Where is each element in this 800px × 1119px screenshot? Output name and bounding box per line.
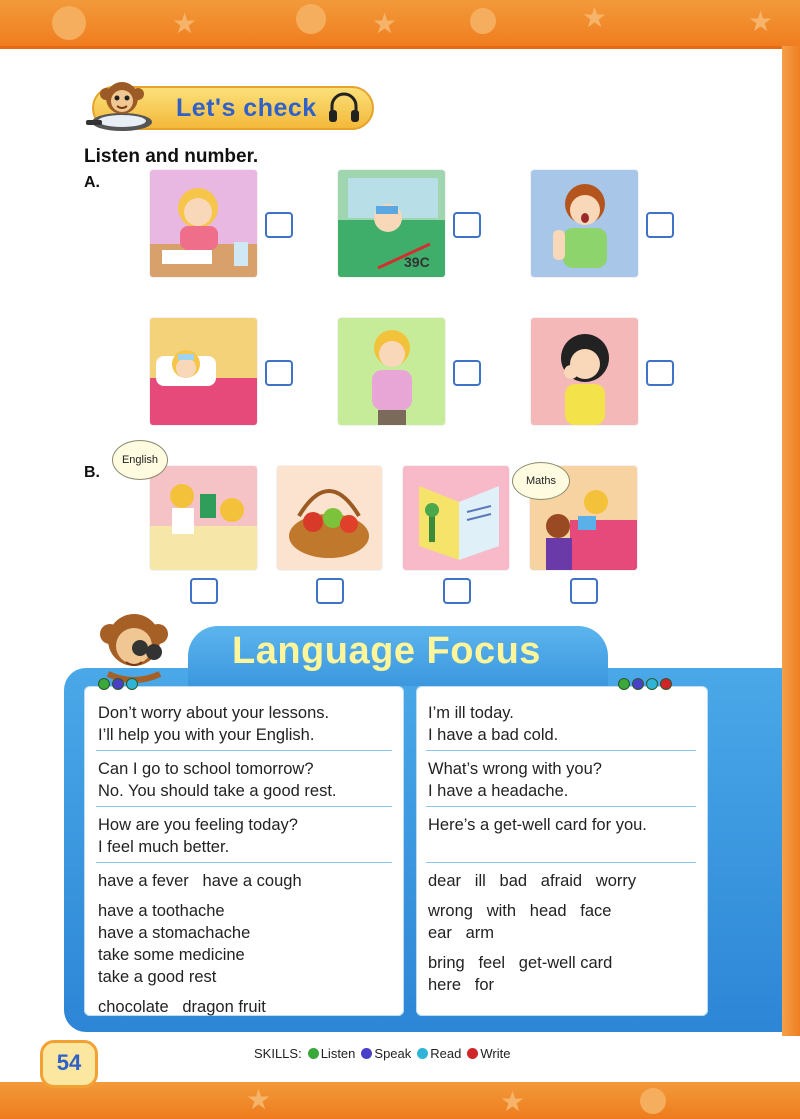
word-list: dear ill bad afraid worry [428, 872, 637, 890]
decor-circle [470, 8, 496, 34]
helping-with-english-picture [150, 466, 257, 570]
answer-box-a3[interactable] [646, 212, 674, 238]
dialogue-line: I’m ill today. [428, 704, 514, 722]
phrase-row: have a fever have a cough [98, 872, 302, 890]
write-dot-icon [467, 1048, 478, 1059]
purple-dot [112, 678, 124, 690]
instruction-text: Listen and number. [84, 146, 259, 167]
decor-star-icon: ★ [246, 1084, 272, 1115]
right-decorative-strip [782, 46, 800, 1036]
fruit-basket-picture [277, 466, 382, 570]
divider [426, 806, 696, 807]
decor-star-icon: ★ [748, 6, 774, 37]
section-a-label: A. [84, 174, 100, 191]
answer-box-b2[interactable] [316, 578, 344, 604]
lets-check-title: Let's check [176, 94, 317, 122]
dialogue-line: How are you feeling today? [98, 816, 298, 834]
dialogue-line: What’s wrong with you? [428, 760, 602, 778]
speak-dot-icon [361, 1048, 372, 1059]
girl-headache-picture [150, 170, 257, 277]
bottom-decorative-band [0, 1082, 800, 1119]
answer-box-a2[interactable] [453, 212, 481, 238]
divider [96, 862, 392, 863]
girl-in-bed-picture [150, 318, 257, 425]
decor-circle [52, 6, 86, 40]
top-decorative-band [0, 0, 800, 49]
purple-dot [632, 678, 644, 690]
read-dot-icon [417, 1048, 428, 1059]
red-dot [660, 678, 672, 690]
word-list: bring feel get-well card [428, 954, 613, 972]
girl-toothache-picture [531, 318, 638, 425]
dialogue-line: Here’s a get-well card for you. [428, 816, 647, 834]
decor-star-icon: ★ [500, 1086, 526, 1117]
skills-legend [254, 1046, 510, 1061]
section-b-label: B. [84, 464, 100, 481]
decor-star-icon: ★ [372, 8, 398, 39]
answer-box-a5[interactable] [453, 360, 481, 386]
boy-stomachache-picture [338, 318, 445, 425]
left-card-dots [98, 678, 138, 690]
skill-label: Speak [374, 1046, 412, 1061]
answer-box-b3[interactable] [443, 578, 471, 604]
skill-write [467, 1046, 510, 1061]
dialogue-line: I have a headache. [428, 782, 569, 800]
bubble-text-maths: Maths [526, 475, 556, 487]
dialogue-line: No. You should take a good rest. [98, 782, 337, 800]
headphones-icon [326, 90, 362, 124]
answer-box-a1[interactable] [265, 212, 293, 238]
phrase-item: have a stomachache [98, 924, 251, 942]
divider [96, 750, 392, 751]
skill-label: Listen [320, 1046, 356, 1061]
bubble-text-english: English [121, 454, 159, 466]
monkey-binoculars-icon [88, 604, 184, 686]
skill-listen [308, 1046, 356, 1061]
page-number: 54 [56, 1050, 82, 1075]
divider [426, 862, 696, 863]
dialogue-line: I’ll help you with your English. [98, 726, 315, 744]
skill-label: Read [430, 1046, 462, 1061]
answer-box-b1[interactable] [190, 578, 218, 604]
word-list: here for [428, 976, 495, 994]
phrase-item: take some medicine [98, 946, 245, 964]
decor-circle [640, 1088, 666, 1114]
word-list: ear arm [428, 924, 495, 942]
dialogue-line: I feel much better. [98, 838, 230, 856]
blue-dot [126, 678, 138, 690]
divider [426, 750, 696, 751]
boy-cough-picture [531, 170, 638, 277]
word-list: chocolate dragon fruit [98, 998, 266, 1016]
monkey-magnifier-icon [82, 72, 154, 138]
skills-label: SKILLS: [254, 1046, 302, 1061]
decor-star-icon: ★ [172, 8, 198, 39]
answer-box-a4[interactable] [265, 360, 293, 386]
green-dot [618, 678, 630, 690]
dialogue-line: Can I go to school tomorrow? [98, 760, 314, 778]
skill-label: Write [480, 1046, 511, 1061]
decor-circle [296, 4, 326, 34]
skill-read [417, 1046, 461, 1061]
green-dot [98, 678, 110, 690]
blue-dot [646, 678, 658, 690]
right-card-dots [618, 678, 672, 690]
dialogue-line: I have a bad cold. [428, 726, 559, 744]
language-focus-title: Language Focus [232, 630, 541, 672]
word-list: wrong with head face [428, 902, 612, 920]
listen-dot-icon [308, 1048, 319, 1059]
get-well-card-picture [403, 466, 509, 570]
skill-speak [361, 1046, 411, 1061]
dialogue-line: Don’t worry about your lessons. [98, 704, 330, 722]
answer-box-b4[interactable] [570, 578, 598, 604]
decor-star-icon: ★ [582, 2, 608, 33]
maths-thought-bubble [512, 462, 570, 500]
thermometer-label: 39C [404, 254, 430, 270]
english-thought-bubble [112, 440, 168, 480]
answer-box-a6[interactable] [646, 360, 674, 386]
divider [96, 806, 392, 807]
phrase-item: take a good rest [98, 968, 217, 986]
phrase-item: have a toothache [98, 902, 225, 920]
